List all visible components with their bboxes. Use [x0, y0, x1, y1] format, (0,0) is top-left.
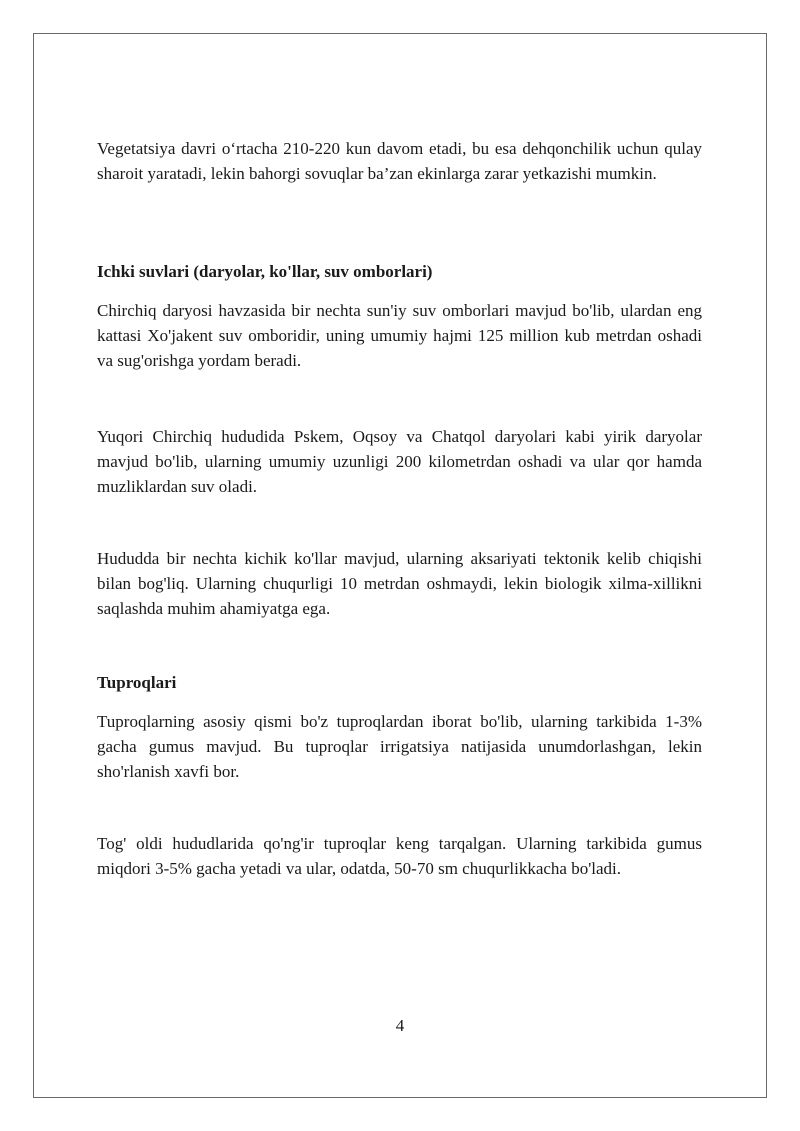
paragraph-vegetation-period: Vegetatsiya davri o‘rtacha 210-220 kun davom etadi, bu esa dehqonchilik uchun qulay sharoit yaratadi, lekin bahorgi sovuqlar ba’zan ekinlarga zarar yetkazishi mumkin.	[97, 139, 702, 183]
section-heading-soils: Tuproqlari	[97, 673, 177, 692]
section-heading-inland-waters: Ichki suvlari (daryolar, ko'llar, suv omborlari)	[97, 262, 433, 281]
paragraph-grey-soils: Tuproqlarning asosiy qismi bo'z tuproqlardan iborat bo'lib, ularning tarkibida 1-3% gacha gumus mavjud. Bu tuproqlar irrigatsiya natijasida unumdorlashgan, lekin sho'rlanish xavfi bor.	[97, 712, 702, 781]
paragraph-brown-soils: Tog' oldi hududlarida qo'ng'ir tuproqlar keng tarqalgan. Ularning tarkibida gumus miqdori 3-5% gacha yetadi va ular, odatda, 50-70 sm chuqurlikkacha bo'ladi.	[97, 834, 702, 878]
paragraph-reservoirs: Chirchiq daryosi havzasida bir nechta sun'iy suv omborlari mavjud bo'lib, ulardan eng kattasi Xo'jakent suv omboridir, uning umumiy hajmi 125 million kub metrdan oshadi va sug'orishga yordam beradi.	[97, 301, 702, 370]
paragraph-rivers: Yuqori Chirchiq hududida Pskem, Oqsoy va Chatqol daryolari kabi yirik daryolar mavjud bo'lib, ularning umumiy uzunligi 200 kilometrdan oshadi va ular qor hamda muzliklardan suv oladi.	[97, 427, 702, 496]
paragraph-lakes: Hududda bir nechta kichik ko'llar mavjud, ularning aksariyati tektonik kelib chiqishi bilan bog'liq. Ularning chuqurligi 10 metrdan oshmaydi, lekin biologik xilma-xillikni saqlashda muhim ahamiyatga ega.	[97, 549, 702, 618]
page-number: 4	[395, 1016, 405, 1035]
